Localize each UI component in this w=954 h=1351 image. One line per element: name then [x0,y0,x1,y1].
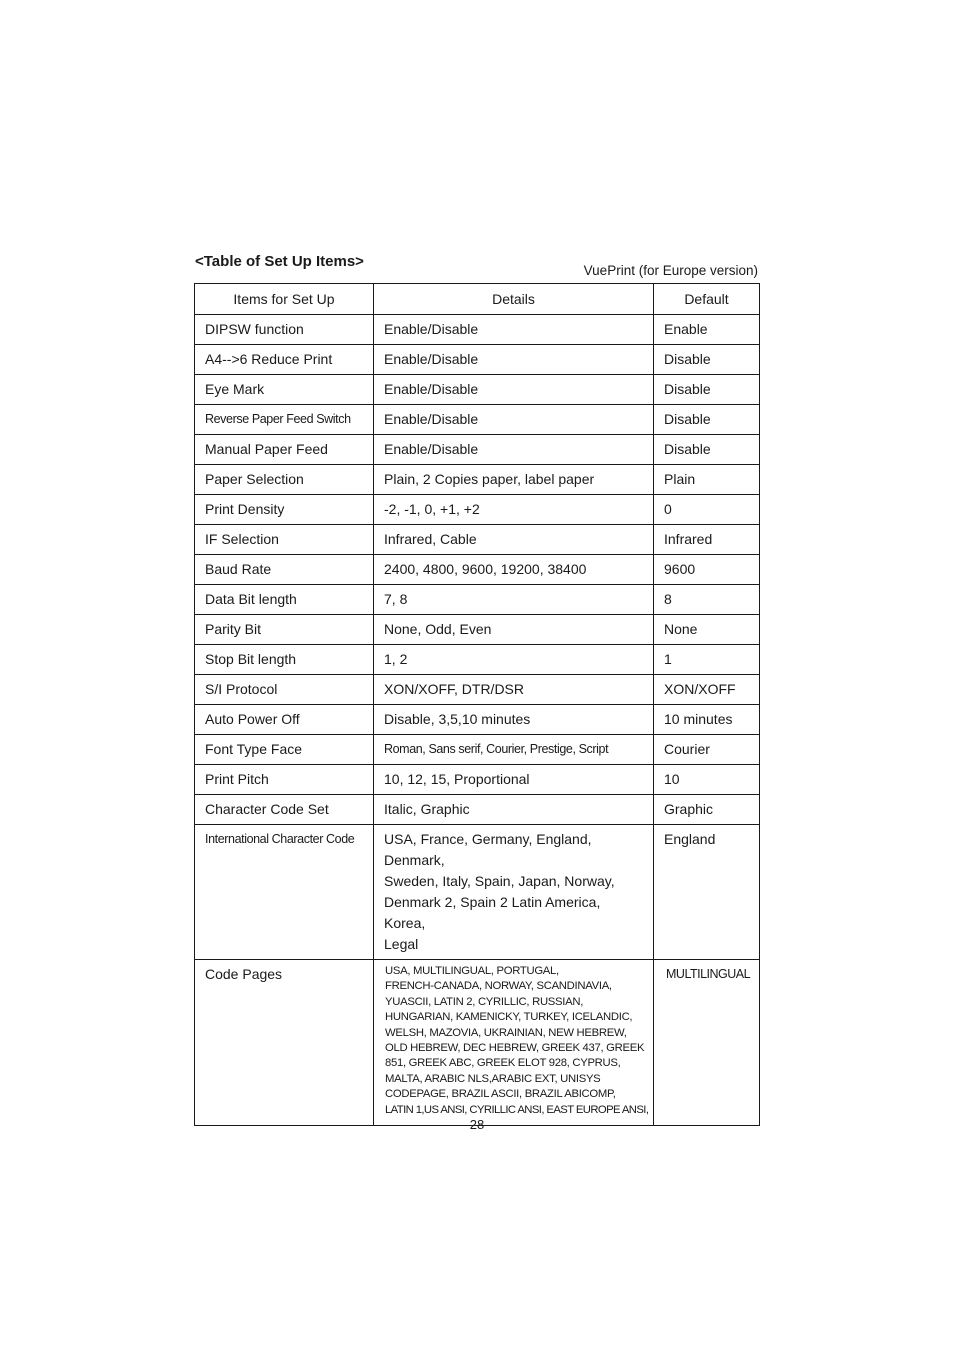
item-cell: Eye Mark [195,375,374,405]
table-row [195,375,760,405]
item-cell: Stop Bit length [195,645,374,675]
default-cell: 0 [654,495,760,525]
page-number: – 28 – [458,1117,496,1132]
table-row [195,705,760,735]
details-cell: 1, 2 [374,645,654,675]
details-cell: Enable/Disable [374,345,654,375]
item-cell: Character Code Set [195,795,374,825]
details-cell: 2400, 4800, 9600, 19200, 38400 [374,555,654,585]
table-row [195,525,760,555]
details-cell: Enable/Disable [374,375,654,405]
table-row [195,735,760,765]
item-cell: A4-->6 Reduce Print [195,345,374,375]
default-cell: Infrared [654,525,760,555]
details-line: Legal [384,936,419,952]
item-cell: Parity Bit [195,615,374,645]
details-cell: Enable/Disable [374,315,654,345]
header-items: Items for Set Up [195,284,374,315]
item-cell: Code Pages [195,960,374,1126]
default-cell: MULTILINGUAL [654,960,760,1126]
table-row [195,765,760,795]
details-line: USA, MULTILINGUAL, PORTUGAL, [385,965,559,977]
item-cell: Manual Paper Feed [195,435,374,465]
details-line: WELSH, MAZOVIA, UKRAINIAN, NEW HEBREW, [385,1026,627,1039]
details-line: CODEPAGE, BRAZIL ASCII, BRAZIL ABICOMP, [385,1088,616,1101]
table-row [195,555,760,585]
details-line: YUASCII, LATIN 2, CYRILLIC, RUSSIAN, [385,995,584,1008]
default-cell: 10 [654,765,760,795]
item-cell: Auto Power Off [195,705,374,735]
header-default: Default [654,284,760,315]
details-cell: Enable/Disable [374,405,654,435]
table-row [195,345,760,375]
details-cell [374,960,654,1126]
details-cell: Enable/Disable [374,435,654,465]
default-cell: England [654,825,760,960]
default-cell: None [654,615,760,645]
setup-items-table [194,283,760,1126]
table-row [195,495,760,525]
table-row [195,675,760,705]
item-cell: International Character Code [195,825,374,960]
details-line: MALTA, ARABIC NLS,ARABIC EXT, UNISYS [385,1072,601,1085]
details-cell: None, Odd, Even [374,615,654,645]
table-header-row [195,284,760,315]
details-line: Sweden, Italy, Spain, Japan, Norway, [384,873,615,889]
item-cell: Paper Selection [195,465,374,495]
header-details: Details [374,284,654,315]
default-cell: Disable [654,435,760,465]
details-line: HUNGARIAN, KAMENICKY, TURKEY, ICELANDIC, [385,1011,633,1024]
default-cell: Disable [654,375,760,405]
page-title: <Table of Set Up Items> [195,253,364,270]
details-line: OLD HEBREW, DEC HEBREW, GREEK 437, GREEK [385,1042,645,1055]
details-cell [374,825,654,960]
default-cell: 8 [654,585,760,615]
table-row [195,465,760,495]
table-row [195,435,760,465]
table-row [195,825,760,960]
table-row [195,615,760,645]
details-cell: Disable, 3,5,10 minutes [374,705,654,735]
details-cell: Plain, 2 Copies paper, label paper [374,465,654,495]
default-cell: 10 minutes [654,705,760,735]
item-cell: DIPSW function [195,315,374,345]
item-cell: IF Selection [195,525,374,555]
details-cell: Italic, Graphic [374,795,654,825]
item-cell: Reverse Paper Feed Switch [195,405,374,435]
item-cell: Print Density [195,495,374,525]
item-cell: Data Bit length [195,585,374,615]
item-cell: Baud Rate [195,555,374,585]
details-line: FRENCH-CANADA, NORWAY, SCANDINAVIA, [385,980,612,993]
details-cell: 7, 8 [374,585,654,615]
details-line: 851, GREEK ABC, GREEK ELOT 928, CYPRUS, [385,1057,621,1070]
details-line: USA, France, Germany, England, Denmark, [384,831,592,868]
default-cell: Plain [654,465,760,495]
table-row [195,315,760,345]
table-row [195,795,760,825]
default-cell: XON/XOFF [654,675,760,705]
details-cell: XON/XOFF, DTR/DSR [374,675,654,705]
default-cell: Courier [654,735,760,765]
details-cell: 10, 12, 15, Proportional [374,765,654,795]
default-cell: 1 [654,645,760,675]
table-row [195,645,760,675]
item-cell: Font Type Face [195,735,374,765]
default-cell: Disable [654,405,760,435]
item-cell: S/I Protocol [195,675,374,705]
version-label: VuePrint (for Europe version) [583,263,758,278]
default-cell: Disable [654,345,760,375]
table-row [195,960,760,1126]
table-row [195,405,760,435]
details-line: LATIN 1,US ANSI, CYRILLIC ANSI, EAST EUROPE ANSI, [385,1103,649,1116]
details-cell: -2, -1, 0, +1, +2 [374,495,654,525]
details-cell: Roman, Sans serif, Courier, Prestige, Script [374,735,654,765]
details-cell: Infrared, Cable [374,525,654,555]
table-row [195,585,760,615]
details-line: Denmark 2, Spain 2 Latin America, Korea, [384,894,601,931]
default-cell: 9600 [654,555,760,585]
default-cell: Graphic [654,795,760,825]
default-cell: Enable [654,315,760,345]
item-cell: Print Pitch [195,765,374,795]
